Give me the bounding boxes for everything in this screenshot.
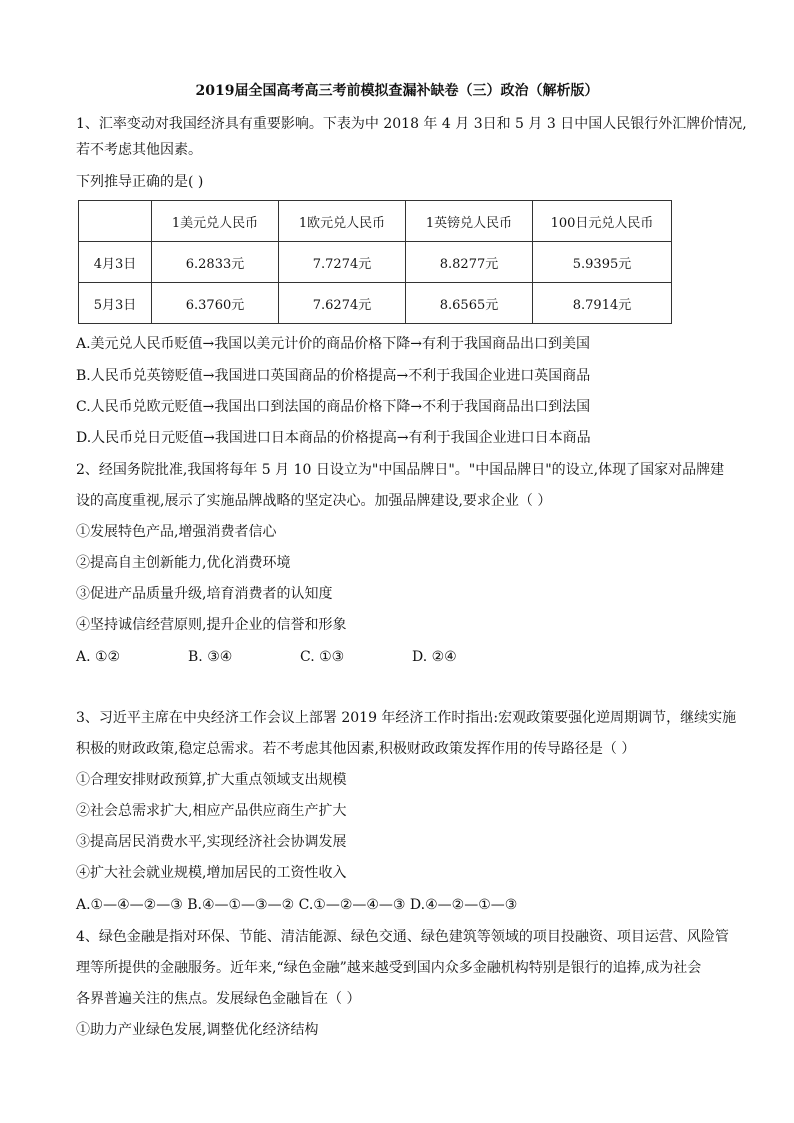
- question-3-text-line-1: 3、习近平主席在中央经济工作会议上部署 2019 年经济工作时指出:宏观政策要强化逆周期调节，继续实施: [76, 710, 737, 726]
- table-cell: 7.7274元: [279, 242, 406, 283]
- exchange-rate-table: [78, 200, 672, 324]
- question-1-prompt: 下列推导正确的是( ): [76, 174, 204, 190]
- table-header-cell: [79, 201, 152, 242]
- table-header-cell: 100日元兑人民币: [533, 201, 672, 242]
- table-header-row: [79, 201, 672, 242]
- table-cell: 5.9395元: [533, 242, 672, 283]
- question-1-text-line-1: 1、汇率变动对我国经济具有重要影响。下表为中 2018 年 4 月 3日和 5 月 3 日中国人民银行外汇牌价情况,: [76, 116, 747, 132]
- table-row: [79, 283, 672, 324]
- table-cell: 7.6274元: [279, 283, 406, 324]
- question-2-option-a: A. ①②: [76, 649, 121, 665]
- question-2-item-3: ③促进产品质量升级,培育消费者的认知度: [76, 586, 333, 602]
- table-header-cell: 1欧元兑人民币: [279, 201, 406, 242]
- table-header-cell: 1英镑兑人民币: [406, 201, 533, 242]
- question-3-item-4: ④扩大社会就业规模,增加居民的工资性收入: [76, 865, 347, 881]
- question-4-item-1: ①助力产业绿色发展,调整优化经济结构: [76, 1022, 319, 1038]
- table-cell: 6.2833元: [152, 242, 279, 283]
- question-2-options: [76, 647, 736, 667]
- table-row: [79, 242, 672, 283]
- question-2-item-1: ①发展特色产品,增强消费者信心: [76, 524, 277, 540]
- page-title: 2019届全国高考高三考前模拟查漏补缺卷（三）政治（解析版）: [195, 83, 599, 99]
- question-2-text-line-2: 设的高度重视,展示了实施品牌战略的坚定决心。加强品牌建设,要求企业（ ）: [76, 493, 552, 509]
- table-cell: 8.6565元: [406, 283, 533, 324]
- question-3-item-1: ①合理安排财政预算,扩大重点领域支出规模: [76, 772, 347, 788]
- question-2-option-d: D. ②④: [412, 649, 457, 665]
- question-2-option-c: C. ①③: [300, 649, 345, 665]
- question-2-item-4: ④坚持诚信经营原则,提升企业的信誉和形象: [76, 617, 347, 633]
- question-3-item-3: ③提高居民消费水平,实现经济社会协调发展: [76, 834, 347, 850]
- question-1-option-a: A.美元兑人民币贬值→我国以美元计价的商品价格下降→有利于我国商品出口到美国: [76, 336, 591, 352]
- question-1-text-line-2: 若不考虑其他因素。: [76, 142, 202, 158]
- table-cell-date: 5月3日: [79, 283, 152, 324]
- table-cell-date: 4月3日: [79, 242, 152, 283]
- question-2-text-line-1: 2、经国务院批准,我国将每年 5 月 10 日设立为"中国品牌日"。"中国品牌日"的设立,体现了国家对品牌建: [76, 462, 725, 478]
- table-cell: 8.8277元: [406, 242, 533, 283]
- table-cell: 6.3760元: [152, 283, 279, 324]
- question-3-item-2: ②社会总需求扩大,相应产品供应商生产扩大: [76, 803, 347, 819]
- question-2-option-b: B. ③④: [188, 649, 233, 665]
- question-4-text-line-3: 各界普遍关注的焦点。发展绿色金融旨在（ ）: [76, 991, 361, 1007]
- question-1-option-b: B.人民币兑英镑贬值→我国进口英国商品的价格提高→不利于我国企业进口英国商品: [76, 368, 591, 384]
- question-1-option-d: D.人民币兑日元贬值→我国进口日本商品的价格提高→有利于我国企业进口日本商品: [76, 430, 591, 446]
- question-4-text-line-1: 4、绿色金融是指对环保、节能、清洁能源、绿色交通、绿色建筑等领域的项目投融资、项目运营、风险管: [76, 929, 729, 945]
- question-3-text-line-2: 积极的财政政策,稳定总需求。若不考虑其他因素,积极财政政策发挥作用的传导路径是（ ）: [76, 741, 636, 757]
- table-header-cell: 1美元兑人民币: [152, 201, 279, 242]
- question-2-item-2: ②提高自主创新能力,优化消费环境: [76, 555, 291, 571]
- question-3-options: A.①—④—②—③ B.④—①—③—② C.①—②—④—③ D.④—②—①—③: [76, 897, 518, 913]
- question-4-text-line-2: 理等所提供的金融服务。近年来,“绿色金融”越来越受到国内众多金融机构特别是银行的追捧,成为社会: [76, 960, 702, 976]
- question-1-option-c: C.人民币兑欧元贬值→我国出口到法国的商品价格下降→不利于我国商品出口到法国: [76, 399, 591, 415]
- table-cell: 8.7914元: [533, 283, 672, 324]
